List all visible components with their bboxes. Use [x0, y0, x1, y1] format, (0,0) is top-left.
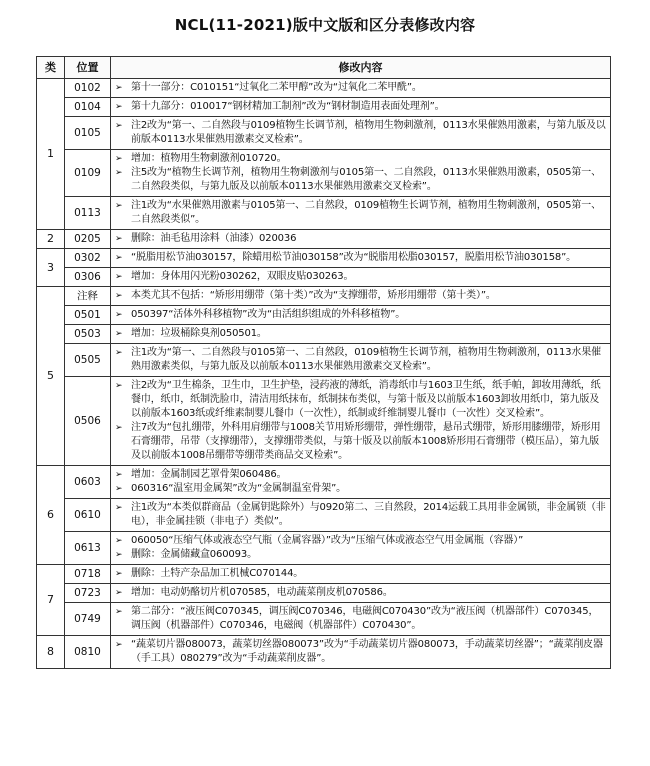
position-code: 0718: [65, 565, 111, 584]
modification-text: 删除：油毛毡用涂料（油漆）020036: [131, 233, 297, 244]
modification-item: [115, 308, 606, 322]
class-number: 8: [37, 636, 65, 669]
modification-text: 第十一部分：C010151“过氧化二苯甲醇”改为“过氧化二苯甲酰”。: [131, 82, 422, 93]
arrow-bullet-icon: ➢: [115, 272, 123, 282]
class-number: 7: [37, 565, 65, 636]
position-code: 0501: [65, 306, 111, 325]
arrow-bullet-icon: ➢: [115, 168, 123, 178]
modification-text: 060050“压缩气体或液态空气瓶（金属容器）”改为“压缩气体或液态空气用金属瓶（容器）”: [131, 535, 524, 546]
table-row: [37, 268, 611, 287]
modification-content: [111, 197, 611, 230]
modification-text: 增加：身体用闪光粉030262，双眼皮贴030263。: [131, 271, 354, 282]
table-row: [37, 584, 611, 603]
modification-text: 050397“活体外科移植物”改为“由活组织组成的外科移植物”。: [131, 309, 406, 320]
header-position: 位置: [65, 57, 111, 79]
position-code: 0105: [65, 117, 111, 150]
table-row: [37, 79, 611, 98]
modification-text: 删除：金属储藏盒060093。: [131, 549, 257, 560]
table-row: [37, 230, 611, 249]
modification-content: [111, 150, 611, 197]
modification-content: [111, 584, 611, 603]
modification-item: [115, 468, 606, 482]
modification-text: 注2改为“第一、二自然段与0109植物生长调节剂，植物用生物刺激剂，0113水果催熟用激素，与第九版及以前版本0113水果催熟用激素交叉检索”。: [131, 120, 606, 145]
arrow-bullet-icon: ➢: [115, 102, 123, 112]
modification-item: [115, 270, 606, 284]
modification-item: [115, 289, 606, 303]
modification-item: [115, 548, 606, 562]
arrow-bullet-icon: ➢: [115, 234, 123, 244]
table-row: [37, 565, 611, 584]
modification-item: [115, 379, 606, 421]
modification-content: [111, 466, 611, 499]
modification-text: “脱脂用松节油030157，除蜡用松节油030158”改为“脱脂用松脂030157，脱脂用松节油030158”。: [131, 252, 577, 263]
table-row: [37, 344, 611, 377]
arrow-bullet-icon: ➢: [115, 381, 123, 391]
header-content: 修改内容: [111, 57, 611, 79]
arrow-bullet-icon: ➢: [115, 291, 123, 301]
modification-item: [115, 81, 606, 95]
modification-item: [115, 100, 606, 114]
class-number: 1: [37, 79, 65, 230]
modification-content: [111, 377, 611, 466]
arrow-bullet-icon: ➢: [115, 569, 123, 579]
modification-table: [36, 56, 611, 669]
modification-item: [115, 327, 606, 341]
arrow-bullet-icon: ➢: [115, 470, 123, 480]
modification-content: [111, 79, 611, 98]
modification-content: [111, 98, 611, 117]
modification-item: [115, 638, 606, 666]
class-number: 3: [37, 249, 65, 287]
modification-text: 注1改为“第一、二自然段与0105第一、二自然段，0109植物生长调节剂，植物用生物刺激剂，0113水果催熟用激素类似，与第九版及以前版本0113水果催熟用激素交叉检索”。: [131, 347, 601, 372]
position-code: 0603: [65, 466, 111, 499]
modification-item: [115, 152, 606, 166]
modification-content: [111, 287, 611, 306]
position-code: 0810: [65, 636, 111, 669]
modification-text: 060316“温室用金属架”改为“金属制温室骨架”。: [131, 483, 346, 494]
table-row: [37, 98, 611, 117]
modification-item: [115, 605, 606, 633]
table-row: [37, 306, 611, 325]
position-code: 0104: [65, 98, 111, 117]
position-code: 0613: [65, 532, 111, 565]
table-row: [37, 377, 611, 466]
table-header-row: [37, 57, 611, 79]
modification-item: [115, 119, 606, 147]
modification-content: [111, 325, 611, 344]
modification-text: 增加：植物用生物刺激剂010720。: [131, 153, 287, 164]
modification-content: [111, 249, 611, 268]
arrow-bullet-icon: ➢: [115, 484, 123, 494]
modification-text: 注7改为“包扎绷带，外科用肩绷带与1008关节用矫形绷带，弹性绷带，悬吊式绷带，矫形用膝绷带，矫形用石膏绷带，吊带（支撑绷带），支撑绷带类似，与第十版及以前版本1008矫形用石膏绷带（模压品），第九版及以前版本1008吊绷带等绷带类商品交叉检索”。: [131, 422, 601, 461]
table-row: [37, 636, 611, 669]
table-row: [37, 532, 611, 565]
arrow-bullet-icon: ➢: [115, 536, 123, 546]
header-class: 类: [37, 57, 65, 79]
arrow-bullet-icon: ➢: [115, 310, 123, 320]
modification-content: [111, 499, 611, 532]
class-number: 5: [37, 287, 65, 466]
table-row: [37, 603, 611, 636]
position-code: 注释: [65, 287, 111, 306]
modification-text: 增加：金属制园艺罩骨架060486。: [131, 469, 287, 480]
modification-content: [111, 117, 611, 150]
page-title: NCL(11-2021)版中文版和区分表修改内容: [174, 16, 476, 34]
arrow-bullet-icon: ➢: [115, 348, 123, 358]
position-code: 0503: [65, 325, 111, 344]
arrow-bullet-icon: ➢: [115, 423, 123, 433]
position-code: 0306: [65, 268, 111, 287]
modification-text: 注1改为“水果催熟用激素与0105第一、二自然段，0109植物生长调节剂，植物用生物刺激剂，0505第一、二自然段类似”。: [131, 200, 601, 225]
table-row: [37, 287, 611, 306]
modification-text: 增加：电动奶酪切片机070585，电动蔬菜削皮机070586。: [131, 587, 393, 598]
table-body: [37, 79, 611, 669]
modification-item: [115, 482, 606, 496]
modification-item: [115, 567, 606, 581]
table-row: [37, 117, 611, 150]
position-code: 0505: [65, 344, 111, 377]
arrow-bullet-icon: ➢: [115, 253, 123, 263]
modification-text: 注1改为“本类似群商品（金属钥匙除外）与0920第二、三自然段，2014运载工具用非金属锁，非金属锁（非电），非金属挂锁（非电子）类似”。: [131, 502, 606, 527]
position-code: 0723: [65, 584, 111, 603]
position-code: 0749: [65, 603, 111, 636]
class-number: 2: [37, 230, 65, 249]
modification-text: 删除：土特产杂品加工机械C070144。: [131, 568, 304, 579]
table-row: [37, 197, 611, 230]
arrow-bullet-icon: ➢: [115, 640, 123, 650]
position-code: 0506: [65, 377, 111, 466]
arrow-bullet-icon: ➢: [115, 329, 123, 339]
modification-content: [111, 603, 611, 636]
modification-text: 本类尤其不包括：“矫形用绷带（第十类）”改为“支撑绷带，矫形用绷带（第十类）”。: [131, 290, 496, 301]
modification-content: [111, 230, 611, 249]
modification-text: 注5改为“植物生长调节剂，植物用生物刺激剂与0105第一、二自然段，0113水果催熟用激素，0505第一、二自然段类似，与第九版及以前版本0113水果催熟用激素交叉检索”。: [131, 167, 601, 192]
modification-item: [115, 251, 606, 265]
arrow-bullet-icon: ➢: [115, 154, 123, 164]
arrow-bullet-icon: ➢: [115, 201, 123, 211]
position-code: 0205: [65, 230, 111, 249]
modification-content: [111, 636, 611, 669]
modification-content: [111, 268, 611, 287]
arrow-bullet-icon: ➢: [115, 83, 123, 93]
modification-content: [111, 306, 611, 325]
arrow-bullet-icon: ➢: [115, 607, 123, 617]
position-code: 0610: [65, 499, 111, 532]
modification-item: [115, 501, 606, 529]
modification-item: [115, 421, 606, 463]
modification-text: “蔬菜切片器080073，蔬菜切丝器080073”改为“手动蔬菜切片器080073，手动蔬菜切丝器”；“蔬菜削皮器（手工具）080279”改为“手动蔬菜削皮器”。: [131, 639, 603, 664]
modification-text: 第二部分：“液压阀C070345，调压阀C070346，电磁阀C070430”改为“液压阀（机器部件）C070345，调压阀（机器部件）C070346，电磁阀（机器部件）C070430”。: [131, 606, 599, 631]
modification-item: [115, 199, 606, 227]
modification-text: 第十九部分：010017“钢材精加工制剂”改为“钢材制造用表面处理剂”。: [131, 101, 445, 112]
table-row: [37, 466, 611, 499]
modification-item: [115, 232, 606, 246]
arrow-bullet-icon: ➢: [115, 550, 123, 560]
position-code: 0113: [65, 197, 111, 230]
modification-content: [111, 344, 611, 377]
table-row: [37, 249, 611, 268]
modification-item: [115, 346, 606, 374]
arrow-bullet-icon: ➢: [115, 588, 123, 598]
table-row: [37, 150, 611, 197]
modification-item: [115, 586, 606, 600]
position-code: 0102: [65, 79, 111, 98]
modification-item: [115, 166, 606, 194]
modification-text: 注2改为“卫生棉条，卫生巾，卫生护垫，浸药液的薄纸，消毒纸巾与1603卫生纸，纸手帕，卸妆用薄纸，纸餐巾，纸巾，纸制洗脸巾，清洁用纸抹布，纸制抹布类似，与第十版及以前版本1603卸妆用纸巾，第九版及以前版本1603纸或纤维素制婴儿餐巾（一次性），纸制或纤维制婴儿餐巾（一次性）交叉检索”。: [131, 380, 601, 419]
modification-content: [111, 565, 611, 584]
modification-text: 增加：垃圾桶除臭剂050501。: [131, 328, 267, 339]
table-row: [37, 325, 611, 344]
position-code: 0302: [65, 249, 111, 268]
position-code: 0109: [65, 150, 111, 197]
arrow-bullet-icon: ➢: [115, 503, 123, 513]
modification-content: [111, 532, 611, 565]
table-row: [37, 499, 611, 532]
modification-item: [115, 534, 606, 548]
class-number: 6: [37, 466, 65, 565]
arrow-bullet-icon: ➢: [115, 121, 123, 131]
